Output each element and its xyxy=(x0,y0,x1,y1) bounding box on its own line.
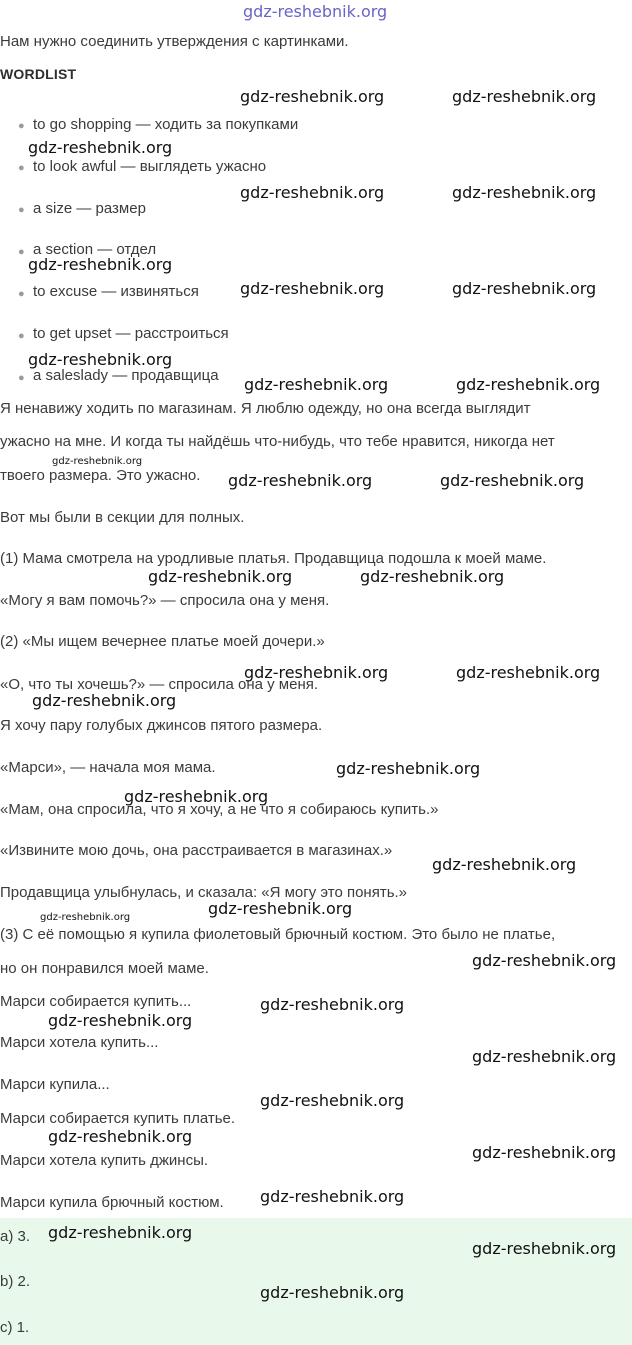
watermark: gdz-reshebnik.org xyxy=(240,183,385,202)
bullet-icon: ● xyxy=(18,288,25,300)
text-line: Марси хотела купить... xyxy=(0,1034,159,1051)
text-line: Я ненавижу ходить по магазинам. Я люблю одежду, но она всегда выглядит xyxy=(0,400,531,417)
text-line: (2) «Мы ищем вечернее платье моей дочери.» xyxy=(0,633,325,650)
watermark: gdz-reshebnik.org xyxy=(28,138,173,157)
watermark: gdz-reshebnik.org xyxy=(360,567,505,586)
bullet-icon: ● xyxy=(18,120,25,132)
watermark: gdz-reshebnik.org xyxy=(472,1047,617,1066)
intro-text: Нам нужно соединить утверждения с картинками. xyxy=(0,33,349,50)
watermark: gdz-reshebnik.org xyxy=(260,995,405,1014)
bullet-icon: ● xyxy=(18,204,25,216)
bullet-icon: ● xyxy=(18,330,25,342)
watermark: gdz-reshebnik.org xyxy=(40,912,131,923)
wordlist-item: a saleslady — продавщица xyxy=(33,367,219,384)
wordlist-heading: WORDLIST xyxy=(0,66,77,82)
watermark: gdz-reshebnik.org xyxy=(336,759,481,778)
text-line: твоего размера. Это ужасно. xyxy=(0,467,201,484)
text-line: но он понравился моей маме. xyxy=(0,960,209,977)
wordlist-item: to get upset — расстроиться xyxy=(33,325,229,342)
wordlist-item: to look awful — выглядеть ужасно xyxy=(33,158,267,175)
watermark: gdz-reshebnik.org xyxy=(244,375,389,394)
watermark: gdz-reshebnik.org xyxy=(52,456,143,467)
watermark: gdz-reshebnik.org xyxy=(472,951,617,970)
watermark: gdz-reshebnik.org xyxy=(48,1127,193,1146)
watermark: gdz-reshebnik.org xyxy=(452,183,597,202)
text-line: «Марси», — начала моя мама. xyxy=(0,759,216,776)
watermark: gdz-reshebnik.org xyxy=(28,255,173,274)
wordlist-item: a size — размер xyxy=(33,200,146,217)
watermark: gdz-reshebnik.org xyxy=(452,87,597,106)
watermark: gdz-reshebnik.org xyxy=(48,1223,193,1242)
watermark: gdz-reshebnik.org xyxy=(243,2,388,21)
text-line: Марси собирается купить платье. xyxy=(0,1110,236,1127)
answer-c: c) 1. xyxy=(0,1319,30,1336)
text-line: (3) С её помощью я купила фиолетовый брючный костюм. Это было не платье, xyxy=(0,926,556,943)
text-line: «О, что ты хочешь?» — спросила она у меня. xyxy=(0,676,319,693)
text-line: Вот мы были в секции для полных. xyxy=(0,509,245,526)
text-line: Марси собирается купить... xyxy=(0,993,192,1010)
wordlist-item: a section — отдел xyxy=(33,241,157,258)
watermark: gdz-reshebnik.org xyxy=(260,1091,405,1110)
text-line: Марси купила брючный костюм. xyxy=(0,1194,224,1211)
watermark: gdz-reshebnik.org xyxy=(440,471,585,490)
text-line: (1) Мама смотрела на уродливые платья. Продавщица подошла к моей маме. xyxy=(0,550,547,567)
watermark: gdz-reshebnik.org xyxy=(32,691,177,710)
watermark: gdz-reshebnik.org xyxy=(240,279,385,298)
watermark: gdz-reshebnik.org xyxy=(456,663,601,682)
text-line: Я хочу пару голубых джинсов пятого размера. xyxy=(0,717,323,734)
wordlist-item: to go shopping — ходить за покупками xyxy=(33,116,299,133)
bullet-icon: ● xyxy=(18,372,25,384)
bullet-icon: ● xyxy=(18,246,25,258)
watermark: gdz-reshebnik.org xyxy=(148,567,293,586)
answer-b: b) 2. xyxy=(0,1273,31,1290)
watermark: gdz-reshebnik.org xyxy=(432,855,577,874)
text-line: «Мам, она спросила, что я хочу, а не что я собираюсь купить.» xyxy=(0,801,439,818)
text-line: «Могу я вам помочь?» — спросила она у меня. xyxy=(0,592,330,609)
text-line: «Извините мою дочь, она расстраивается в магазинах.» xyxy=(0,842,393,859)
watermark: gdz-reshebnik.org xyxy=(228,471,373,490)
text-line: Марси хотела купить джинсы. xyxy=(0,1152,209,1169)
watermark: gdz-reshebnik.org xyxy=(260,1187,405,1206)
watermark: gdz-reshebnik.org xyxy=(472,1239,617,1258)
text-line: ужасно на мне. И когда ты найдёшь что-нибудь, что тебе нравится, никогда нет xyxy=(0,433,555,450)
answer-a: a) 3. xyxy=(0,1228,31,1245)
watermark: gdz-reshebnik.org xyxy=(244,663,389,682)
watermark: gdz-reshebnik.org xyxy=(48,1011,193,1030)
watermark: gdz-reshebnik.org xyxy=(472,1143,617,1162)
bullet-icon: ● xyxy=(18,162,25,174)
watermark: gdz-reshebnik.org xyxy=(124,787,269,806)
text-line: Продавщица улыбнулась, и сказала: «Я могу это понять.» xyxy=(0,884,408,901)
watermark: gdz-reshebnik.org xyxy=(240,87,385,106)
text-line: Марси купила... xyxy=(0,1076,110,1093)
watermark: gdz-reshebnik.org xyxy=(208,899,353,918)
watermark: gdz-reshebnik.org xyxy=(452,279,597,298)
watermark: gdz-reshebnik.org xyxy=(28,350,173,369)
wordlist-item: to excuse — извиняться xyxy=(33,283,199,300)
watermark: gdz-reshebnik.org xyxy=(456,375,601,394)
watermark: gdz-reshebnik.org xyxy=(260,1283,405,1302)
